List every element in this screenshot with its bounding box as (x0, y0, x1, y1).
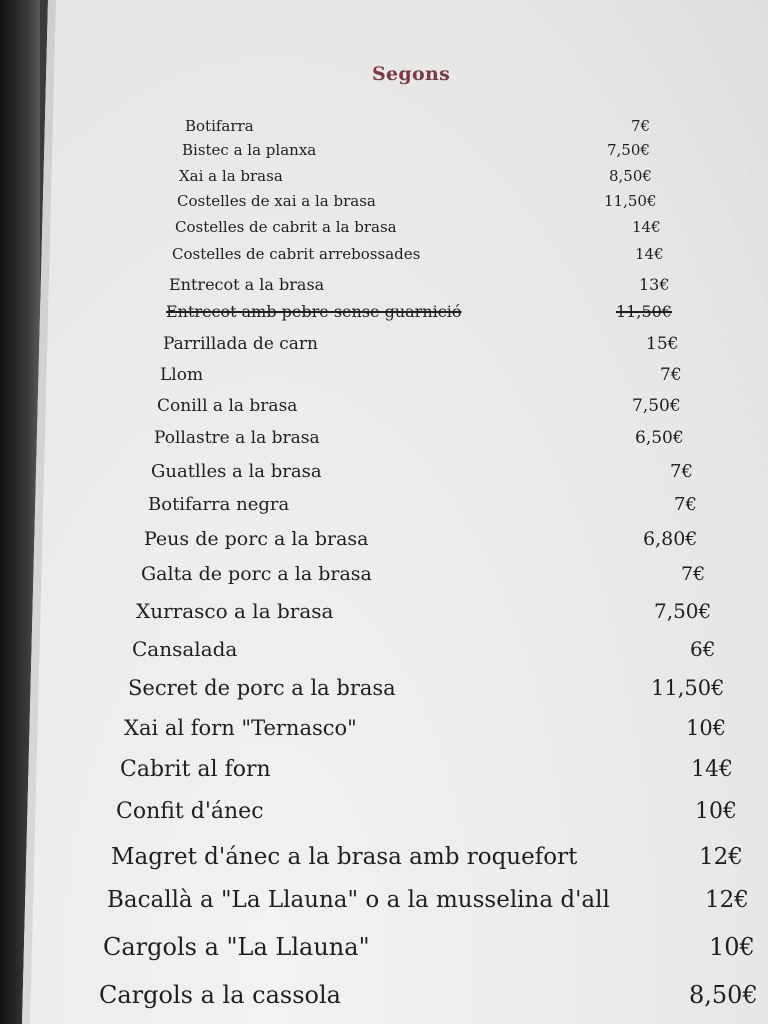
menu-item-price: 7,50€ (654, 599, 712, 623)
menu-item-price: 11,50€ (604, 192, 657, 210)
menu-item-name: Llom (160, 365, 204, 385)
menu-item-name: Cargols a "La Llauna" (103, 933, 370, 961)
menu-item-price: 7€ (674, 494, 697, 515)
menu-item-price: 6,80€ (643, 528, 698, 550)
menu-item-name: Xai al forn "Ternasco" (124, 716, 357, 740)
menu-item-price: 8,50€ (609, 167, 652, 185)
menu-item-price: 12€ (705, 887, 749, 913)
menu-item-price: 6,50€ (635, 428, 684, 448)
menu-item-name: Botifarra negra (148, 494, 290, 515)
menu-item-price: 10€ (695, 799, 737, 824)
menu-item-name: Costelles de cabrit arrebossades (172, 245, 421, 263)
menu-item-price: 11,50€ (616, 302, 672, 321)
menu-item-name: Secret de porc a la brasa (128, 676, 396, 700)
menu-item-name: Conill a la brasa (157, 396, 298, 416)
menu-item-name: Xurrasco a la brasa (136, 599, 334, 623)
menu-item-name: Entrecot amb pebre sense guarnició (166, 302, 462, 321)
menu-item-price: 6€ (690, 637, 716, 661)
menu-item-name: Cabrit al forn (120, 757, 271, 782)
menu-item-price: 14€ (691, 757, 733, 782)
menu-item-price: 12€ (699, 844, 743, 870)
menu-item-name: Cansalada (132, 637, 238, 661)
menu-item-price: 7,50€ (632, 396, 681, 416)
menu-item-price: 13€ (639, 275, 670, 294)
menu-item-name: Confit d'ánec (116, 799, 264, 824)
menu-item-name: Botifarra (185, 117, 254, 135)
menu-item-name: Bistec a la planxa (182, 141, 317, 159)
menu-item-price: 11,50€ (651, 676, 725, 700)
menu-item-name: Pollastre a la brasa (154, 428, 320, 448)
menu-item-price: 7€ (660, 365, 682, 385)
menu-item-price: 10€ (709, 933, 755, 961)
menu-item-price: 10€ (686, 716, 727, 740)
menu-item-name: Parrillada de carn (163, 334, 319, 354)
menu-item-price: 15€ (646, 334, 679, 354)
menu-item-price: 8,50€ (689, 981, 758, 1009)
menu-item-price: 7,50€ (607, 141, 650, 159)
menu-item-price: 7€ (681, 563, 706, 585)
menu-item-name: Guatlles a la brasa (151, 461, 322, 482)
menu-item-name: Bacallà a "La Llauna" o a la musselina d'all (107, 887, 610, 913)
section-title: Segons (372, 63, 451, 85)
menu-item-name: Costelles de cabrit a la brasa (175, 218, 397, 236)
menu-item-price: 14€ (632, 218, 661, 236)
menu-item-name: Peus de porc a la brasa (144, 528, 369, 550)
menu-item-name: Magret d'ánec a la brasa amb roquefort (111, 844, 578, 870)
menu-item-name: Cargols a la cassola (99, 981, 341, 1009)
menu-item-name: Costelles de xai a la brasa (177, 192, 376, 210)
menu-item-name: Xai a la brasa (179, 167, 283, 185)
menu-item-name: Galta de porc a la brasa (141, 563, 372, 585)
menu-item-name: Entrecot a la brasa (169, 275, 325, 294)
menu-item-price: 7€ (670, 461, 693, 482)
menu-item-price: 14€ (635, 245, 664, 263)
menu-item-price: 7€ (631, 117, 651, 135)
